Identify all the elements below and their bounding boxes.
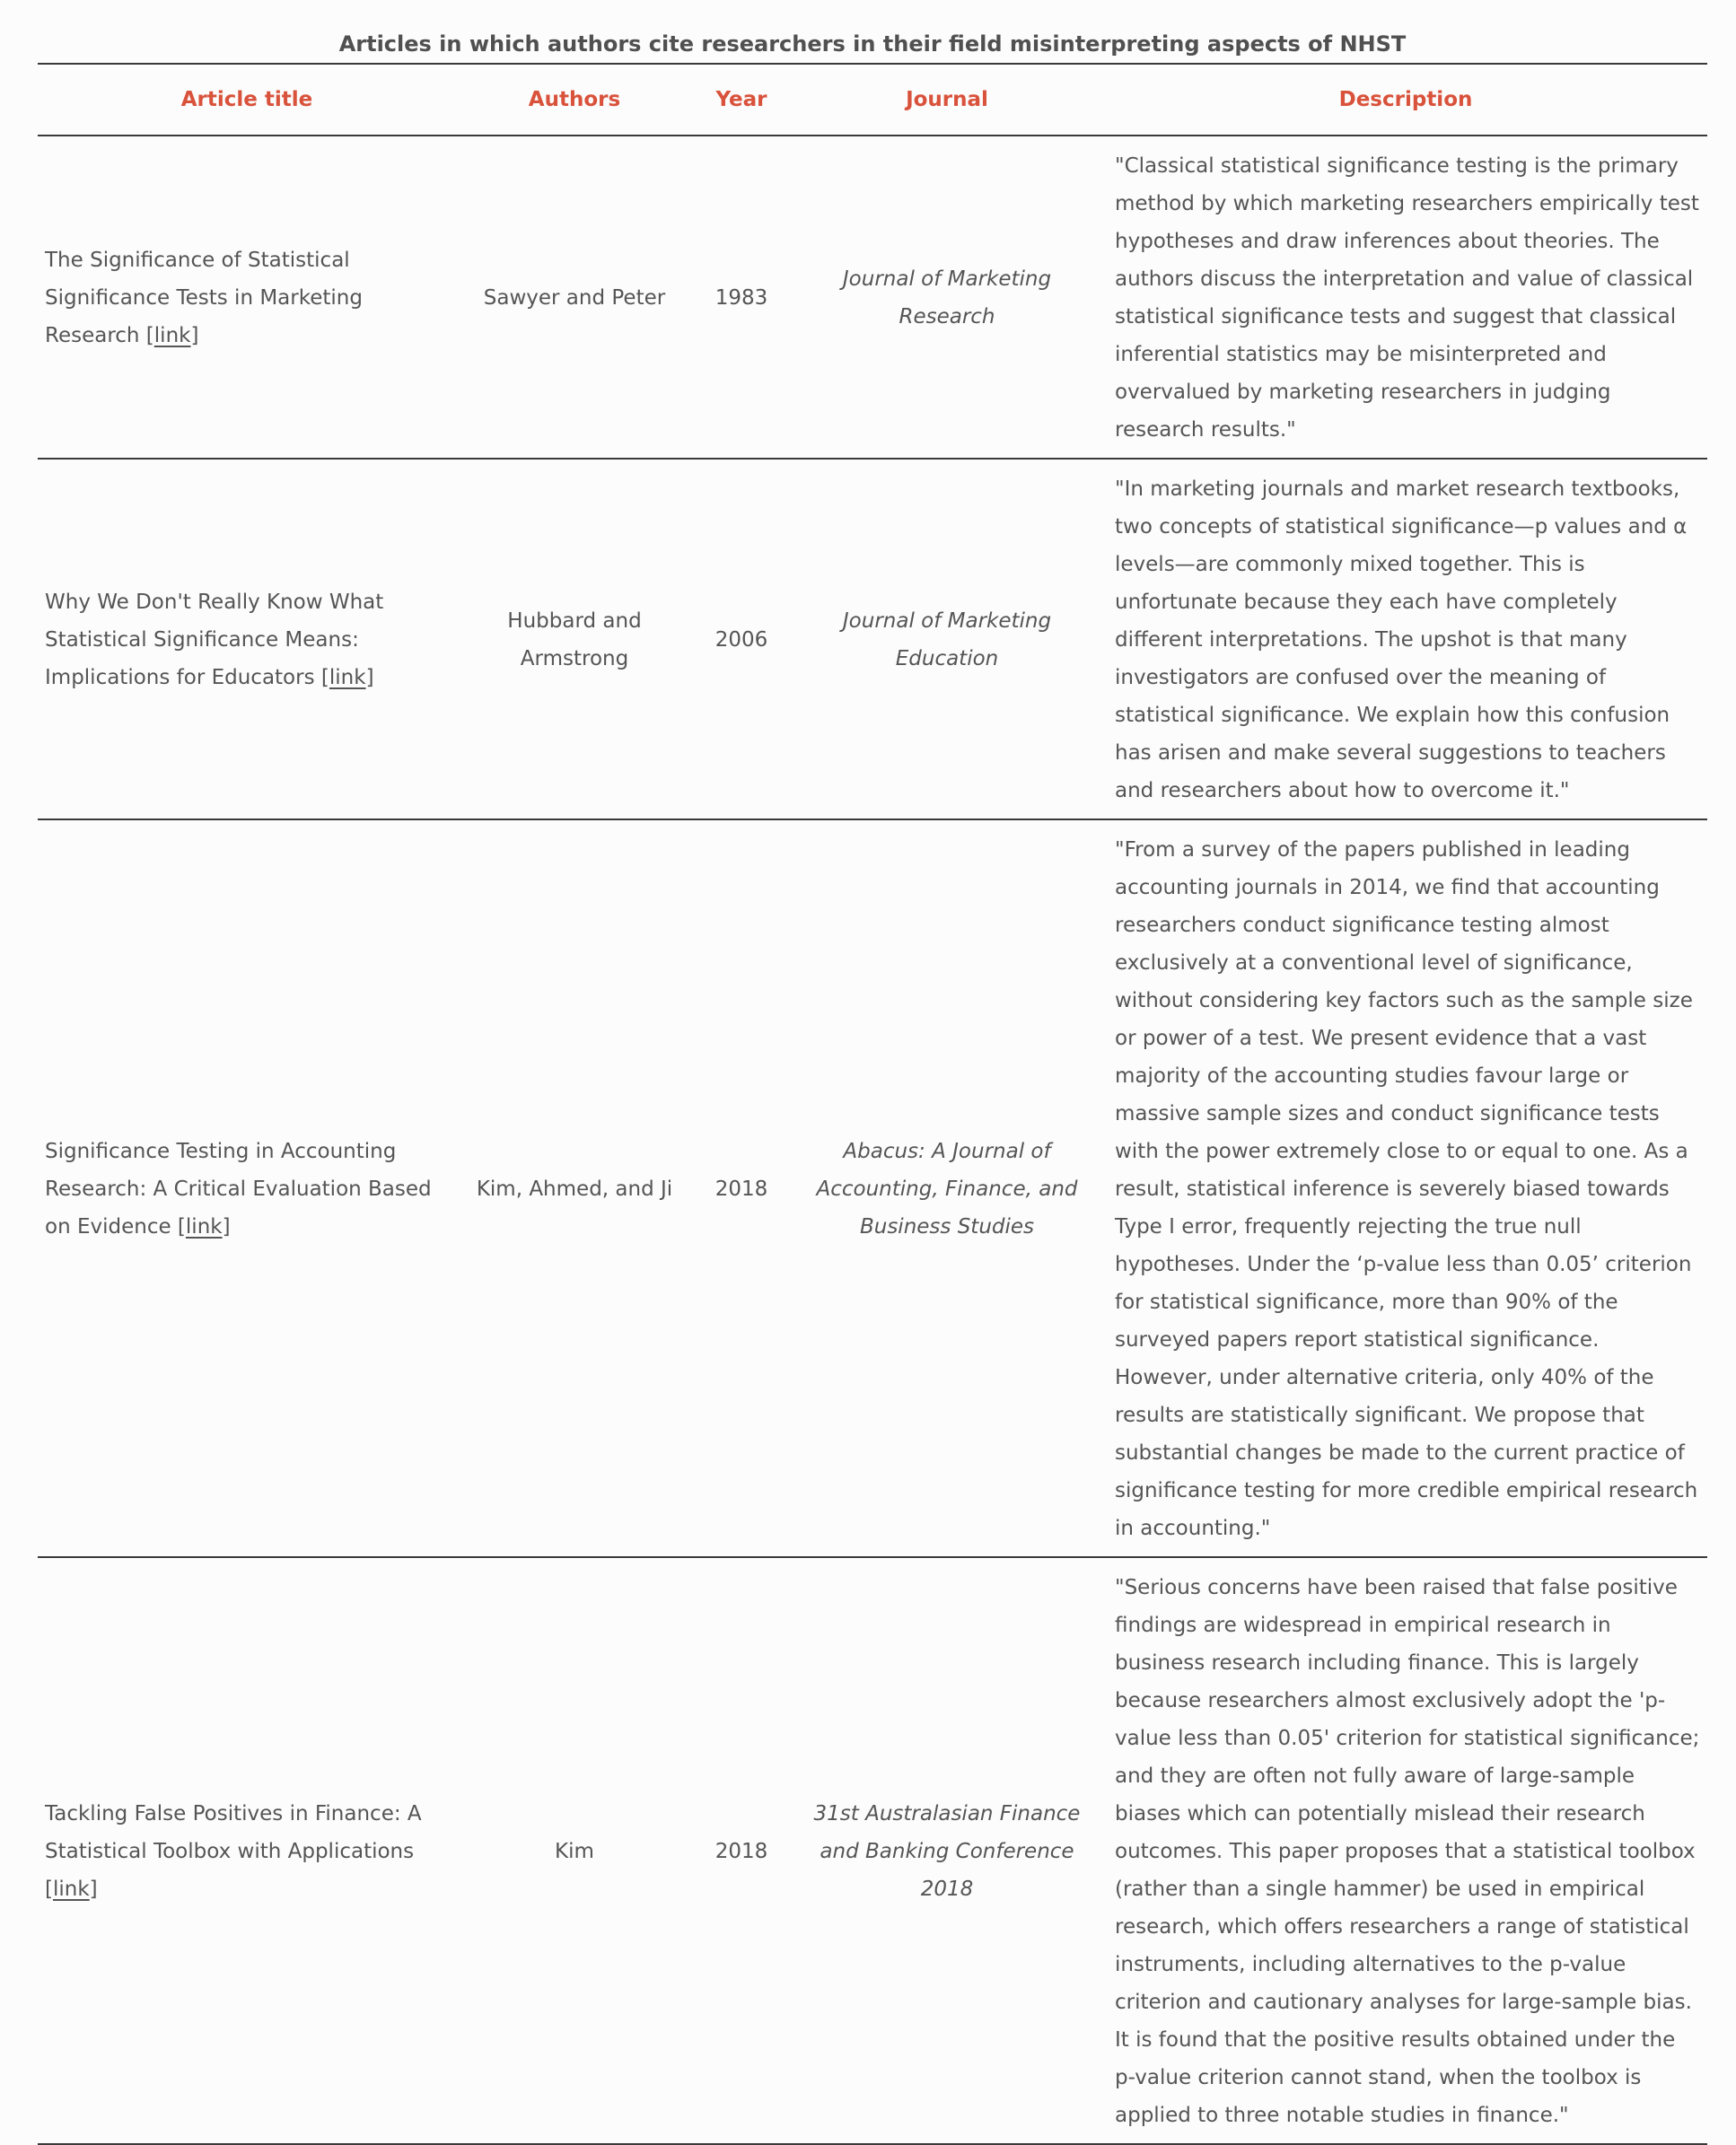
authors-cell: Kim [456,1557,693,2144]
article-title: Significance Testing in Accounting Research: A Critical Evaluation Based on Evidence [45,1140,432,1239]
header-row [38,64,1707,136]
table-row [38,459,1707,819]
table-body [38,136,1707,2144]
journal-cell: 31st Australasian Finance and Banking Conference 2018 [790,1557,1104,2144]
description-cell: "In marketing journals and market research textbooks, two concepts of statistical significance—p values and α levels—are commonly mixed together. This is unfortunate because they each have completely different interpretations. The upshot is that many investigators are confused over the meaning of statistical significance. We explain how this confusion has arisen and make several suggestions to teachers and researchers about how to overcome it." [1104,459,1707,819]
table-row [38,1557,1707,2144]
year-cell: 2018 [693,819,790,1557]
journal-cell: Abacus: A Journal of Accounting, Finance, and Business Studies [790,819,1104,1557]
description-cell: "From a survey of the papers published in leading accounting journals in 2014, we find that accounting researchers conduct significance testing almost exclusively at a conventional level of significance, without considering key factors such as the sample size or power of a test. We present evidence that a vast majority of the accounting studies favour large or massive sample sizes and conduct significance tests with the power extremely close to or equal to one. As a result, statistical inference is severely biased towards Type I error, frequently rejecting the true null hypotheses. Under the ‘p‐value less than 0.05’ criterion for statistical significance, more than 90% of the surveyed papers report statistical significance. However, under alternative criteria, only 40% of the results are statistically significant. We propose that substantial changes be made to the current practice of significance testing for more credible empirical research in accounting." [1104,819,1707,1557]
year-cell: 1983 [693,136,790,459]
authors-cell: Hubbard and Armstrong [456,459,693,819]
header-article-title: Article title [38,64,456,136]
table-header [38,64,1707,136]
description-cell: "Serious concerns have been raised that false positive findings are widespread in empirical research in business research including finance. This is largely because researchers almost exclusively adopt the 'p-value less than 0.05' criterion for statistical significance; and they are often not fully aware of large-sample biases which can potentially mislead their research outcomes. This paper proposes that a statistical toolbox (rather than a single hammer) be used in empirical research, which offers researchers a range of statistical instruments, including alternatives to the p-value criterion and cautionary analyses for large-sample bias. It is found that the positive results obtained under the p-value criterion cannot stand, when the toolbox is applied to three notable studies in finance." [1104,1557,1707,2144]
header-description: Description [1104,64,1707,136]
article-link[interactable]: link [185,1215,223,1239]
header-authors: Authors [456,64,693,136]
article-title-cell: Why We Don't Really Know What Statistical Significance Means: Implications for Educators [link] [38,459,456,819]
header-year: Year [693,64,790,136]
year-cell: 2006 [693,459,790,819]
table-row [38,819,1707,1557]
article-title-cell: Tackling False Positives in Finance: A Statistical Toolbox with Applications [link] [38,1557,456,2144]
journal-cell: Journal of Marketing Research [790,136,1104,459]
article-title: Why We Don't Really Know What Statistical Significance Means: Implications for Educators [45,591,384,689]
year-cell: 2018 [693,1557,790,2144]
authors-cell: Sawyer and Peter [456,136,693,459]
article-link[interactable]: link [153,324,191,347]
journal-cell: Journal of Marketing Education [790,459,1104,819]
article-title-cell: The Significance of Statistical Significance Tests in Marketing Research [link] [38,136,456,459]
article-title: The Significance of Statistical Significance Tests in Marketing Research [45,249,363,347]
header-journal: Journal [790,64,1104,136]
description-cell: "Classical statistical significance testing is the primary method by which marketing researchers empirically test hypotheses and draw inferences about theories. The authors discuss the interpretation and value of classical statistical significance tests and suggest that classical inferential statistics may be misinterpreted and overvalued by marketing researchers in judging research results." [1104,136,1707,459]
table-row [38,136,1707,459]
article-title: Tackling False Positives in Finance: A Statistical Toolbox with Applications [45,1802,422,1863]
articles-table [38,63,1707,2145]
article-link[interactable]: link [52,1878,90,1901]
article-title-cell: Significance Testing in Accounting Research: A Critical Evaluation Based on Evidence [link] [38,819,456,1557]
authors-cell: Kim, Ahmed, and Ji [456,819,693,1557]
articles-table-container [38,0,1707,2145]
article-link[interactable]: link [329,666,366,689]
table-caption: Articles in which authors cite researchers in their field misinterpreting aspects of NHST [338,31,1407,57]
